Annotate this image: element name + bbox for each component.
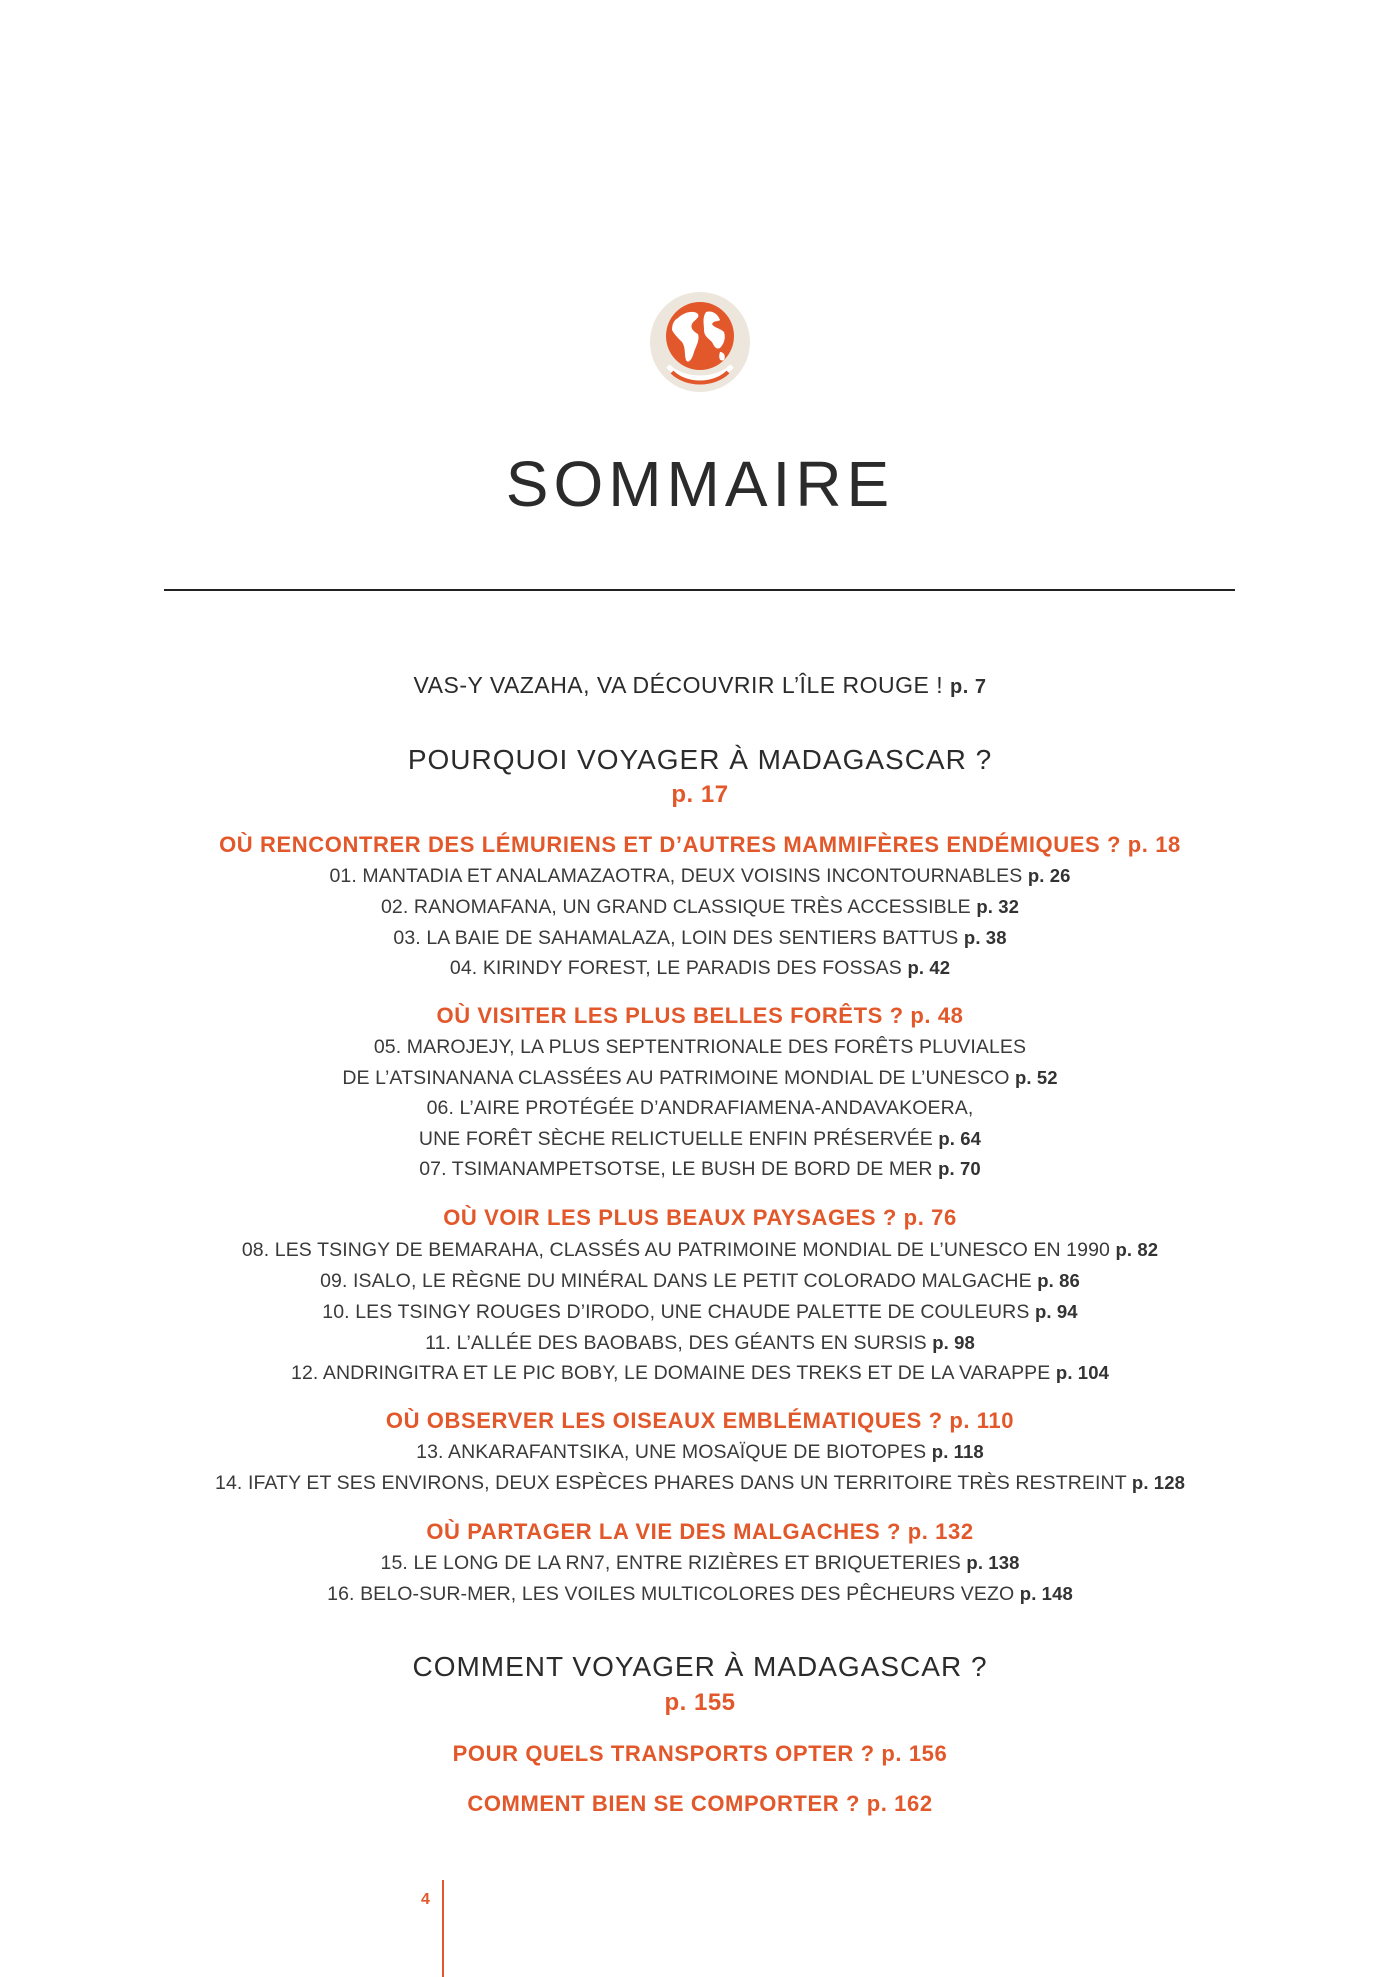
section-comporter[interactable]: COMMENT BIEN SE COMPORTER ? p. 162 xyxy=(467,1791,933,1816)
toc-entry[interactable] xyxy=(0,1332,1400,1355)
toc-intro-text: VAS-Y VAZAHA, VA DÉCOUVRIR L’ÎLE ROUGE ! xyxy=(413,672,944,698)
part-1-title[interactable]: POURQUOI VOYAGER À MADAGASCAR ? xyxy=(407,744,993,775)
toc-entry[interactable] xyxy=(0,1270,1400,1293)
toc-entry-page: p. 98 xyxy=(932,1332,975,1353)
toc-entry-text: 10. LES TSINGY ROUGES D’IRODO, UNE CHAUDE PALETTE DE COULEURS xyxy=(322,1301,1030,1323)
toc-entry-text: 13. ANKARAFANTSIKA, UNE MOSAÏQUE DE BIOTOPES xyxy=(416,1441,927,1463)
toc-entry[interactable] xyxy=(0,1158,1400,1181)
page-number: 4 xyxy=(421,1891,430,1908)
toc-entry-text: DE L’ATSINANANA CLASSÉES AU PATRIMOINE MONDIAL DE L’UNESCO xyxy=(342,1067,1010,1089)
toc-entry-text: 01. MANTADIA ET ANALAMAZAOTRA, DEUX VOISINS INCONTOURNABLES xyxy=(329,865,1023,887)
toc-entry[interactable] xyxy=(0,957,1400,980)
toc-entry-page: p. 42 xyxy=(907,957,951,978)
toc-entry[interactable] xyxy=(0,1583,1400,1606)
toc-entry-page: p. 128 xyxy=(1131,1472,1185,1493)
toc-entry-page: p. 70 xyxy=(938,1158,981,1179)
toc-entry-page: p. 38 xyxy=(963,927,1007,948)
toc-intro[interactable] xyxy=(0,672,1400,699)
page-title: SOMMAIRE xyxy=(505,448,895,520)
section-transports[interactable]: POUR QUELS TRANSPORTS OPTER ? p. 156 xyxy=(452,1741,948,1766)
part-1-page: p. 17 xyxy=(671,781,729,808)
toc-entry[interactable] xyxy=(0,1128,1400,1151)
toc-entry-page: p. 148 xyxy=(1019,1583,1073,1604)
toc-entry-page: p. 64 xyxy=(938,1128,982,1149)
toc-entry-page: p. 138 xyxy=(966,1552,1020,1573)
globe-logo xyxy=(648,290,752,394)
section-malgaches[interactable]: OÙ PARTAGER LA VIE DES MALGACHES ? p. 132 xyxy=(426,1519,974,1544)
toc-entry[interactable] xyxy=(0,1067,1400,1090)
folio-divider xyxy=(442,1880,444,1977)
toc-entry-page: p. 26 xyxy=(1027,865,1071,886)
toc-entry-text: 09. ISALO, LE RÈGNE DU MINÉRAL DANS LE PETIT COLORADO MALGACHE xyxy=(320,1270,1032,1292)
toc-entry-text: 06. L’AIRE PROTÉGÉE D’ANDRAFIAMENA-ANDAVAKOERA, xyxy=(426,1097,974,1119)
toc-entry[interactable] xyxy=(0,1362,1400,1385)
toc-entry-text: 14. IFATY ET SES ENVIRONS, DEUX ESPÈCES PHARES DANS UN TERRITOIRE TRÈS RESTREINT xyxy=(215,1472,1127,1494)
toc-entry[interactable] xyxy=(0,865,1400,888)
title-divider xyxy=(164,589,1235,591)
section-lemuriens[interactable]: OÙ RENCONTRER DES LÉMURIENS ET D’AUTRES MAMMIFÈRES ENDÉMIQUES ? p. 18 xyxy=(219,832,1181,857)
toc-entry[interactable] xyxy=(0,927,1400,950)
toc-entry-page: p. 82 xyxy=(1115,1239,1159,1260)
toc-entry-page: p. 118 xyxy=(931,1441,984,1462)
toc-entry[interactable] xyxy=(0,1097,1400,1120)
toc-entry-text: 08. LES TSINGY DE BEMARAHA, CLASSÉS AU PATRIMOINE MONDIAL DE L’UNESCO EN 1990 xyxy=(241,1239,1110,1261)
toc-entry-text: 02. RANOMAFANA, UN GRAND CLASSIQUE TRÈS ACCESSIBLE xyxy=(380,896,971,918)
section-oiseaux[interactable]: OÙ OBSERVER LES OISEAUX EMBLÉMATIQUES ? p. 110 xyxy=(385,1408,1015,1433)
toc-entry-text: 11. L’ALLÉE DES BAOBABS, DES GÉANTS EN SURSIS xyxy=(425,1332,927,1354)
toc-entry[interactable] xyxy=(0,1301,1400,1324)
toc-entry[interactable] xyxy=(0,1036,1400,1059)
globe-icon xyxy=(648,290,752,394)
toc-entry-text: 12. ANDRINGITRA ET LE PIC BOBY, LE DOMAINE DES TREKS ET DE LA VARAPPE xyxy=(291,1362,1051,1384)
toc-entry[interactable] xyxy=(0,896,1400,919)
section-paysages[interactable]: OÙ VOIR LES PLUS BEAUX PAYSAGES ? p. 76 xyxy=(443,1205,957,1230)
toc-entry-text: 15. LE LONG DE LA RN7, ENTRE RIZIÈRES ET BRIQUETERIES xyxy=(380,1552,961,1574)
part-2-title[interactable]: COMMENT VOYAGER À MADAGASCAR ? xyxy=(412,1651,988,1682)
toc-entry-text: 07. TSIMANAMPETSOTSE, LE BUSH DE BORD DE MER xyxy=(419,1158,933,1180)
toc-entry-text: 04. KIRINDY FOREST, LE PARADIS DES FOSSAS xyxy=(449,957,902,979)
section-forets[interactable]: OÙ VISITER LES PLUS BELLES FORÊTS ? p. 48 xyxy=(436,1003,964,1028)
toc-entry-text: 16. BELO-SUR-MER, LES VOILES MULTICOLORES DES PÊCHEURS VEZO xyxy=(327,1583,1015,1605)
toc-entry-text: 05. MAROJEJY, LA PLUS SEPTENTRIONALE DES FORÊTS PLUVIALES xyxy=(373,1036,1027,1058)
toc-entry[interactable] xyxy=(0,1472,1400,1495)
toc-entry-text: UNE FORÊT SÈCHE RELICTUELLE ENFIN PRÉSERVÉE xyxy=(418,1128,933,1150)
toc-entry-page: p. 52 xyxy=(1015,1067,1058,1088)
toc-entry-text: 03. LA BAIE DE SAHAMALAZA, LOIN DES SENTIERS BATTUS xyxy=(393,927,959,949)
toc-entry-page: p. 32 xyxy=(976,896,1019,917)
toc-entry[interactable] xyxy=(0,1552,1400,1575)
toc-entry-page: p. 86 xyxy=(1037,1270,1080,1291)
toc-entry-page: p. 94 xyxy=(1035,1301,1078,1322)
toc-intro-page: p. 7 xyxy=(950,676,987,698)
part-2-page: p. 155 xyxy=(664,1689,736,1716)
toc-entry[interactable] xyxy=(0,1239,1400,1262)
toc-entry[interactable] xyxy=(0,1441,1400,1464)
toc-entry-page: p. 104 xyxy=(1055,1362,1109,1383)
